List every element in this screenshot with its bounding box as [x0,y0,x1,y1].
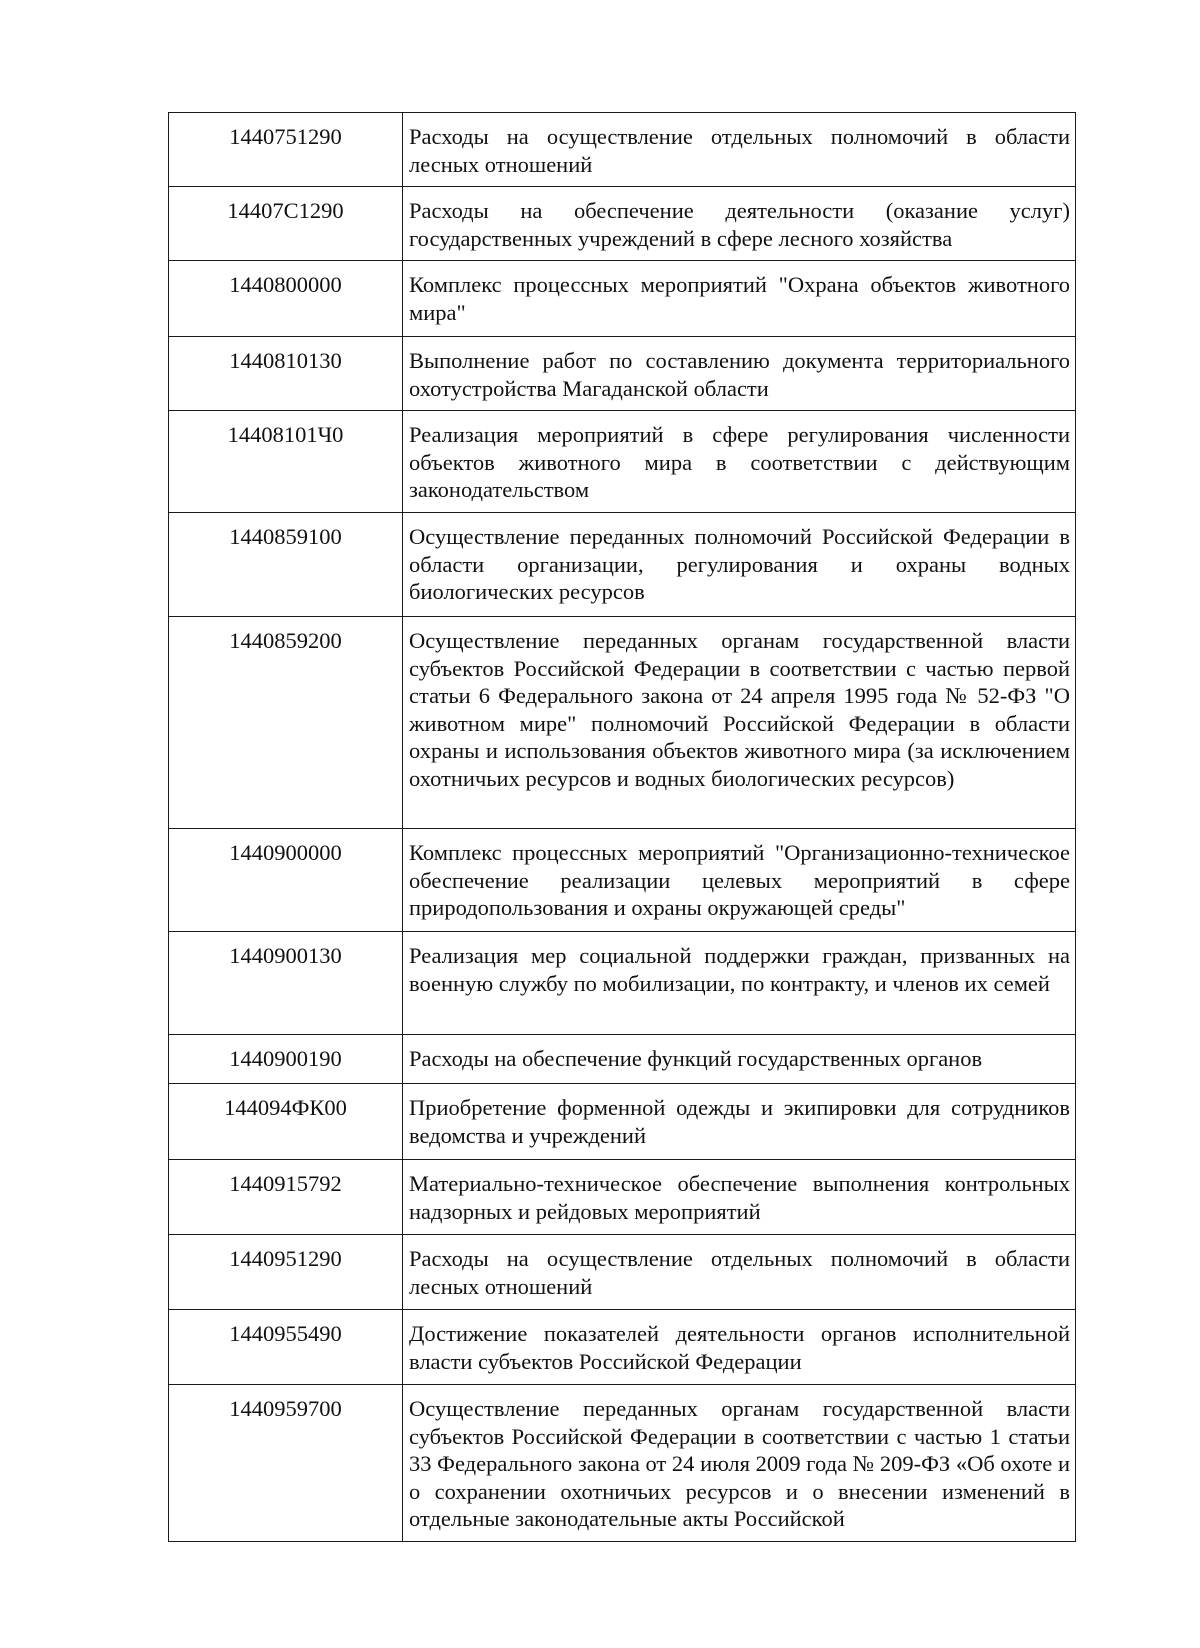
row-code: 1440959700 [169,1385,403,1542]
row-code: 1440900130 [169,932,403,1035]
row-description: Расходы на обеспечение функций государственных органов [403,1035,1076,1084]
table-row [169,187,1076,261]
row-description: Расходы на осуществление отдельных полномочий в области лесных отношений [403,1235,1076,1310]
row-description: Осуществление переданных полномочий Российской Федерации в области организации, регулирования и охраны водных биологических ресурсов [403,513,1076,617]
row-code: 1440900190 [169,1035,403,1084]
table-row [169,1310,1076,1385]
table-row [169,617,1076,829]
row-code: 144094ФК00 [169,1084,403,1160]
budget-code-table [168,112,1076,1542]
row-description: Расходы на осуществление отдельных полномочий в области лесных отношений [403,113,1076,187]
row-description: Достижение показателей деятельности органов исполнительной власти субъектов Российской Федерации [403,1310,1076,1385]
table-row [169,411,1076,513]
row-code: 1440915792 [169,1160,403,1235]
row-description: Комплекс процессных мероприятий "Организационно-техническое обеспечение реализации целевых мероприятий в сфере природопользования и охраны окружающей среды" [403,829,1076,932]
row-description: Комплекс процессных мероприятий "Охрана объектов животного мира" [403,261,1076,337]
row-description: Осуществление переданных органам государственной власти субъектов Российской Федерации в соответствии с частью первой статьи 6 Федерального закона от 24 апреля 1995 года № 52-ФЗ "О животном мире" полномочий Российской Федерации в области охраны и использования объектов животного мира (за исключением охотничьих ресурсов и водных биологических ресурсов) [403,617,1076,829]
row-code: 1440810130 [169,337,403,411]
row-description: Осуществление переданных органам государственной власти субъектов Российской Федерации в соответствии с частью 1 статьи 33 Федерального закона от 24 июля 2009 года № 209-ФЗ «Об охоте и о сохранении охотничьих ресурсов и о внесении изменений в отдельные законодательные акты Российской [403,1385,1076,1542]
table-row [169,113,1076,187]
row-code: 14408101Ч0 [169,411,403,513]
table-row [169,513,1076,617]
row-code: 14407С1290 [169,187,403,261]
row-description: Реализация мероприятий в сфере регулирования численности объектов животного мира в соответствии с действующим законодательством [403,411,1076,513]
row-code: 1440751290 [169,113,403,187]
row-description: Расходы на обеспечение деятельности (оказание услуг) государственных учреждений в сфере лесного хозяйства [403,187,1076,261]
table-row [169,1385,1076,1542]
table-row [169,1084,1076,1160]
row-description: Материально-техническое обеспечение выполнения контрольных надзорных и рейдовых мероприятий [403,1160,1076,1235]
table-row [169,1160,1076,1235]
table-row [169,829,1076,932]
row-code: 1440859100 [169,513,403,617]
table-row [169,932,1076,1035]
row-code: 1440955490 [169,1310,403,1385]
table-row [169,1035,1076,1084]
row-code: 1440800000 [169,261,403,337]
row-description: Приобретение форменной одежды и экипировки для сотрудников ведомства и учреждений [403,1084,1076,1160]
row-description: Выполнение работ по составлению документа территориального охотустройства Магаданской области [403,337,1076,411]
table-row [169,261,1076,337]
row-description: Реализация мер социальной поддержки граждан, призванных на военную службу по мобилизации, по контракту, и членов их семей [403,932,1076,1035]
row-code: 1440859200 [169,617,403,829]
table-row [169,337,1076,411]
row-code: 1440900000 [169,829,403,932]
row-code: 1440951290 [169,1235,403,1310]
table-row [169,1235,1076,1310]
